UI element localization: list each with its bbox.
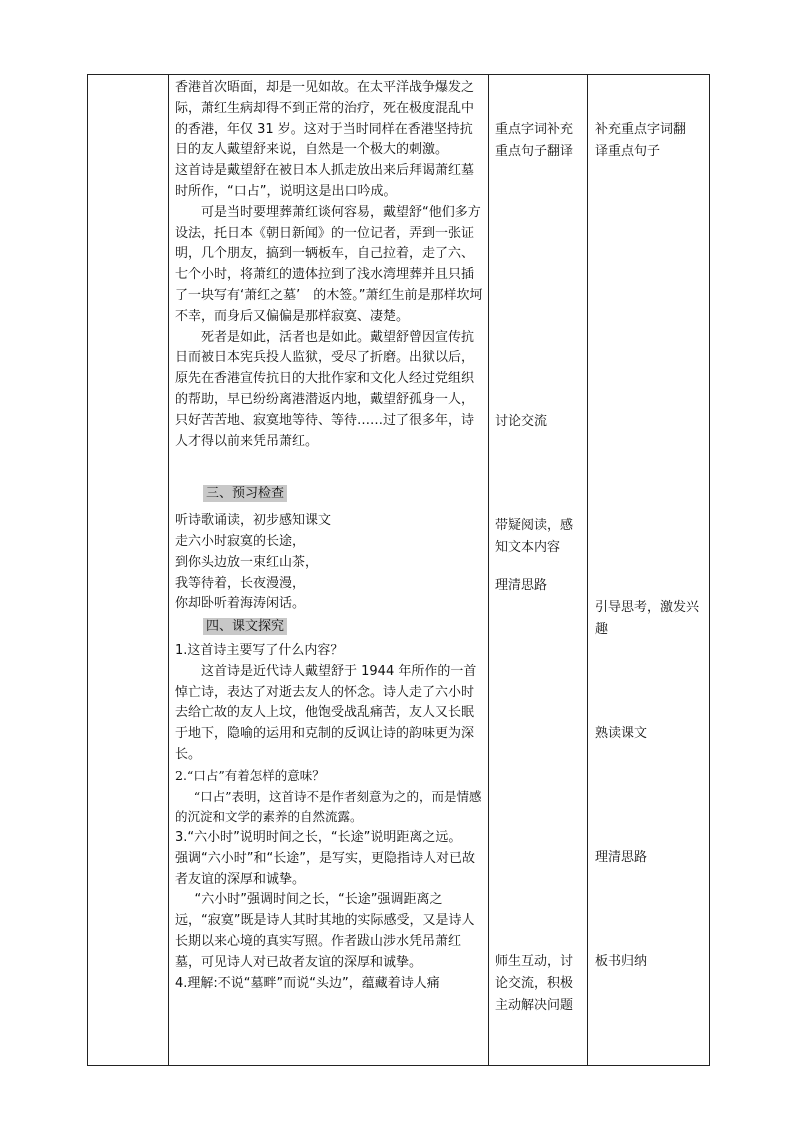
answer-3-detail: “六小时”强调时间之长，“长途”强调距离之远，“寂寞”既是诗人其时其地的实际感受，又是诗人长期以来心境的真实写照。作者跋山涉水凭吊萧红墓，可见诗人对已故者友谊的深厚和诚挚。 <box>175 892 475 970</box>
teaching-content <box>169 75 488 1065</box>
student-activity: 带疑阅读，感知文本内容 <box>495 518 574 555</box>
teacher-activity: 熟读课文 <box>595 726 648 741</box>
question-3: 3.“六小时”说明时间之长，“长途”说明距离之远。 <box>175 830 462 846</box>
student-activity: 理清思路 <box>495 578 548 593</box>
survivor-paragraph: 死者是如此，活者也是如此。戴望舒曾因宣传抗日而被日本宪兵投人监狱，受尽了折磨。出狱以后，原先在香港宣传抗日的大批作家和文化人经过党组织的帮助，早已纷纷离港潜返内地，戴望舒孤身一人，只好苦苦地、寂寞地等待、等待……过了很多年，诗人才得以前来凭吊萧红。 <box>175 329 475 449</box>
poem-line: 我等待着，长夜漫漫， <box>175 575 306 591</box>
student-activity: 重点字词补充重点句子翻译 <box>495 122 574 159</box>
preview-task: 听诗歌诵读，初步感知课文 <box>175 513 332 529</box>
teacher-activity: 引导思考，激发兴趣 <box>595 600 700 637</box>
answer-2: “口占”表明，这首诗不是作者刻意为之的，而是情感的沉淀和文学的素养的自然流露。 <box>175 788 482 825</box>
student-activity: 讨论交流 <box>495 414 548 429</box>
teacher-activity: 板书归纳 <box>595 954 648 969</box>
teacher-activity: 补充重点字词翻译重点句子 <box>595 122 687 159</box>
teacher-activity-cell <box>588 75 710 1066</box>
student-activity-cell <box>489 75 588 1066</box>
lesson-plan-table <box>87 74 710 1066</box>
origin-paragraph: 这首诗是戴望舒在被日本人抓走放出来后拜谒萧红墓时所作，“口占”，说明这是出口吟成。 <box>175 163 475 199</box>
student-activities <box>489 75 587 1065</box>
intro-paragraph: 香港首次晤面，却是一见如故。在太平洋战争爆发之际，萧红生病却得不到正常的治疗，死在极度混乱中的香港，年仅 31 岁。这对于当时同样在香港坚持抗日的友人戴望舒来说，自然是一个极大的刺激。 <box>175 80 475 158</box>
poem-line: 走六小时寂寞的长途， <box>175 533 306 549</box>
stage-column-cell <box>88 75 169 1066</box>
teaching-content-cell <box>169 75 489 1066</box>
poem-line: 你却卧听着海涛闲话。 <box>175 596 306 612</box>
answer-3: 强调“六小时”和“长途”，是写实，更隐指诗人对已故者友谊的深厚和诚挚。 <box>175 850 475 887</box>
burial-paragraph: 可是当时要埋葬萧红谈何容易，戴望舒“他们多方设法，托日本《朝日新闻》的一位记者，弄到一张证明，几个朋友，搞到一辆板车，自己拉着，走了六、七个小时，将萧红的遗体拉到了浅水湾埋葬并且只插了一块写有‘萧红之墓’ 的木签。”萧红生前是那样坎坷不幸，而身后又偏偏是那样寂寞、凄楚。 <box>175 204 483 324</box>
teacher-activities <box>588 75 709 1065</box>
question-1: 1.这首诗主要写了什么内容？ <box>175 642 344 658</box>
teacher-activity: 理清思路 <box>595 850 648 865</box>
question-4: 4.理解:不说“墓畔”而说“头边”，蕴藏着诗人痛 <box>175 975 440 991</box>
answer-1: 这首诗是近代诗人戴望舒于 1944 年所作的一首悼亡诗，表达了对逝去友人的怀念。诗人走了六小时去给亡故的友人上坟，他饱受战乱痛苦，友人又长眠于地下，隐喻的运用和克制的反讽让诗的韵味更为深长。 <box>175 663 477 762</box>
poem-line: 到你头边放一束红山茶， <box>175 554 319 570</box>
section-heading-explore: 四、课文探究 <box>203 618 287 635</box>
student-activity: 师生互动，讨论交流，积极主动解决问题 <box>495 954 574 1013</box>
section-heading-preview: 三、预习检查 <box>203 485 287 502</box>
question-2: 2.“口占”有着怎样的意味？ <box>175 767 325 783</box>
